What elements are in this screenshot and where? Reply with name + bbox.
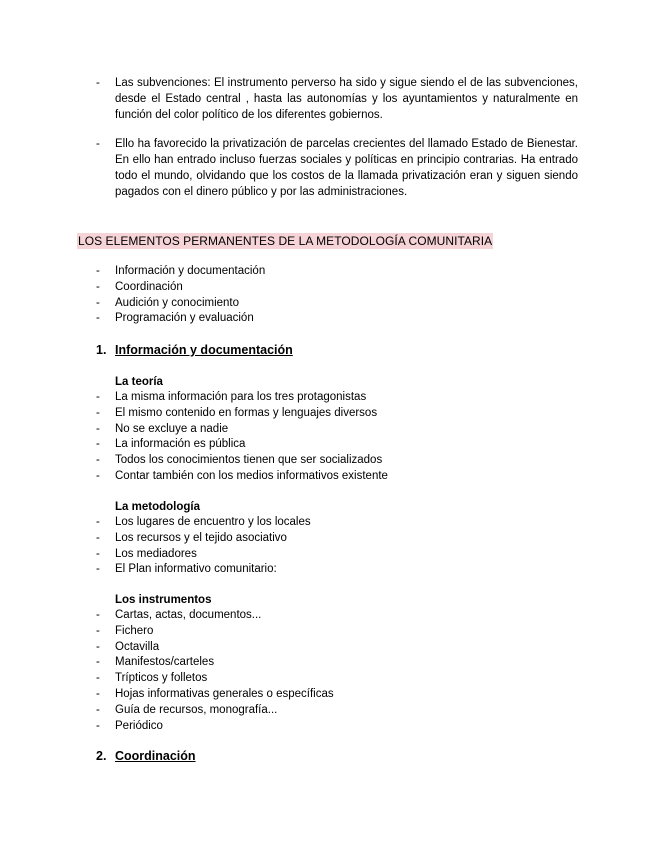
list-item: [96, 264, 578, 280]
list-item-text: Octavilla: [115, 640, 160, 653]
section-number: 1.: [96, 343, 107, 357]
list-item-text: Los mediadores: [115, 547, 197, 560]
list-item: [96, 687, 578, 703]
list-item: [96, 422, 578, 438]
bullet-dash: -: [96, 672, 100, 685]
list-item: [96, 296, 578, 312]
list-item: [96, 515, 578, 531]
elements-list: [96, 264, 578, 327]
section-2-heading: [96, 748, 196, 765]
bullet-dash: -: [96, 469, 100, 482]
list-item: [96, 390, 578, 406]
list-item-text: Contar también con los medios informativos existente: [115, 469, 388, 482]
list-item: [96, 311, 578, 327]
list-item-text: Audición y conocimiento: [115, 296, 240, 309]
list-item-text: Guía de recursos, monografía...: [115, 703, 278, 716]
list-item-text: Hojas informativas generales o específicas: [115, 687, 334, 700]
list-item: [96, 137, 578, 200]
bullet-dash: -: [96, 296, 100, 309]
list-item: [96, 406, 578, 422]
bullet-dash: -: [96, 312, 100, 325]
list-item-text: Las subvenciones: El instrumento perverso ha sido y sigue siendo el de las subvenciones, desde el Estado central , hasta las autonomías y los ayuntamientos y naturalmente en función del color político de los diferentes gobiernos.: [115, 77, 578, 121]
bullet-dash: -: [96, 516, 100, 528]
list-item: [96, 671, 578, 687]
list-item: [96, 531, 578, 547]
bullet-dash: -: [96, 609, 100, 621]
section-title: Información y documentación: [115, 343, 293, 357]
list-item-text: Manifestos/carteles: [115, 656, 215, 669]
bullet-dash: -: [96, 406, 100, 419]
list-item-text: Todos los conocimientos tienen que ser socializados: [115, 454, 383, 467]
list-item: [96, 280, 578, 296]
list-item-text: Los recursos y el tejido asociativo: [115, 531, 287, 544]
section-number: 2.: [96, 749, 107, 763]
list-item-text: Periódico: [115, 719, 163, 732]
list-item-text: Información y documentación: [115, 265, 266, 277]
list-item: [96, 655, 578, 671]
list-item-text: Programación y evaluación: [115, 312, 254, 325]
bullet-dash: -: [96, 563, 100, 576]
bullet-dash: -: [96, 77, 100, 89]
metodologia-list: [96, 515, 578, 578]
list-item: [96, 640, 578, 656]
bullet-dash: -: [96, 138, 100, 151]
list-item-text: El Plan informativo comunitario:: [115, 563, 277, 576]
bullet-dash: -: [96, 531, 100, 544]
section-title: Coordinación: [115, 749, 196, 763]
bullet-dash: -: [96, 656, 100, 669]
list-item: [96, 469, 578, 485]
list-item-text: Ello ha favorecido la privatización de parcelas crecientes del llamado Estado de Bienestar. En ello han entrado incluso fuerzas sociales y políticas en principio contrarias. Ha entrado todo el mundo, olvidando que los costos de la llamada privatización eran y siguen siendo pagados con el dinero público y por las administraciones.: [115, 138, 578, 198]
bullet-dash: -: [96, 624, 100, 637]
list-item: [96, 624, 578, 640]
subsection-heading-teoria: La teoría: [115, 376, 163, 388]
list-item: [96, 703, 578, 719]
list-item-text: Trípticos y folletos: [115, 672, 208, 685]
subsection-heading-instrumentos: Los instrumentos: [115, 594, 212, 606]
bullet-dash: -: [96, 280, 100, 293]
list-item-text: Los lugares de encuentro y los locales: [115, 516, 311, 528]
list-item: [96, 608, 578, 624]
list-item-text: Cartas, actas, documentos...: [115, 609, 262, 621]
section-heading: LOS ELEMENTOS PERMANENTES DE LA METODOLOGÍA COMUNITARIA: [78, 234, 493, 248]
bullet-dash: -: [96, 547, 100, 560]
list-item: [96, 453, 578, 469]
teoria-list: [96, 390, 578, 485]
bullet-dash: -: [96, 438, 100, 451]
subsection-heading-metodologia: La metodología: [115, 501, 200, 513]
list-item-text: La misma información para los tres protagonistas: [115, 391, 367, 403]
list-item: [96, 562, 578, 578]
list-item-text: Fichero: [115, 624, 154, 637]
list-item-text: El mismo contenido en formas y lenguajes diversos: [115, 406, 378, 419]
list-item: [96, 76, 578, 123]
bullet-dash: -: [96, 703, 100, 716]
list-item: [96, 719, 578, 735]
bullet-dash: -: [96, 391, 100, 403]
list-item-text: No se excluye a nadie: [115, 422, 229, 435]
list-item-text: La información es pública: [115, 438, 246, 451]
bullet-dash: -: [96, 422, 100, 435]
instrumentos-list: [96, 608, 578, 734]
list-item-text: Coordinación: [115, 280, 183, 293]
bullet-dash: -: [96, 687, 100, 700]
section-1-heading: [96, 342, 293, 359]
bullet-dash: -: [96, 265, 100, 277]
intro-list: [96, 76, 578, 201]
list-item: [96, 547, 578, 563]
bullet-dash: -: [96, 640, 100, 653]
list-item: [96, 437, 578, 453]
bullet-dash: -: [96, 454, 100, 467]
bullet-dash: -: [96, 719, 100, 732]
